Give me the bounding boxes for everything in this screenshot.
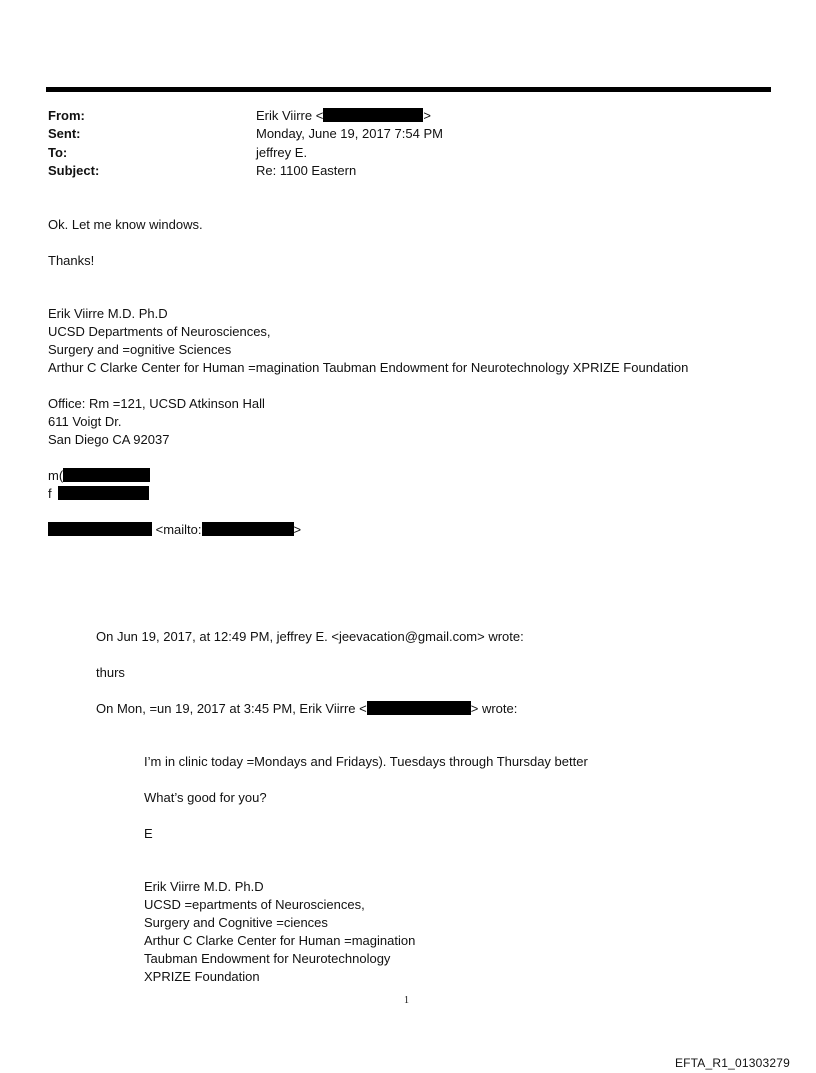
redaction-bar	[63, 468, 150, 482]
quoted-header-2	[96, 700, 517, 718]
signature-mobile	[48, 467, 150, 485]
quoted-sig-dept: UCSD =epartments of Neurosciences,	[144, 897, 365, 912]
quoted-header-2-pre: On Mon, =un 19, 2017 at 3:45 PM, Erik Viirre <	[96, 701, 367, 716]
to-value: jeffrey E.	[256, 145, 308, 160]
mailto-close: >	[293, 522, 302, 537]
header-rule	[46, 87, 771, 92]
signature-dept: UCSD Departments of Neurosciences,	[48, 324, 271, 339]
signature-city: San Diego CA 92037	[48, 432, 170, 447]
signature-fax	[48, 485, 149, 503]
page-number: 1	[404, 995, 409, 1006]
to-label: To:	[48, 145, 68, 160]
quoted-header-2-post: > wrote:	[470, 701, 518, 716]
quoted-sig-affil-3: XPRIZE Foundation	[144, 969, 260, 984]
quoted-text-1: thurs	[96, 665, 125, 680]
from-value	[256, 107, 431, 125]
quoted-line-2: What’s good for you?	[144, 790, 267, 805]
signature-dept-2: Surgery and =ognitive Sciences	[48, 342, 232, 357]
quoted-sig-affil-1: Arthur C Clarke Center for Human =magination	[144, 933, 416, 948]
subject-value: Re: 1100 Eastern	[256, 163, 357, 178]
quoted-line-1: I’m in clinic today =Mondays and Fridays). Tuesdays through Thursday better	[144, 754, 588, 769]
quoted-sig-name: Erik Viirre M.D. Ph.D	[144, 879, 264, 894]
mailto-open: <mailto:	[155, 522, 202, 537]
body-line-1: Ok. Let me know windows.	[48, 217, 203, 232]
sent-value: Monday, June 19, 2017 7:54 PM	[256, 126, 443, 141]
document-id: EFTA_R1_01303279	[674, 1056, 790, 1070]
from-close: >	[423, 108, 431, 123]
redaction-bar	[323, 108, 423, 122]
quoted-sig-dept-2: Surgery and Cognitive =ciences	[144, 915, 328, 930]
body-line-2: Thanks!	[48, 253, 95, 268]
signature-office: Office: Rm =121, UCSD Atkinson Hall	[48, 396, 265, 411]
redaction-bar	[367, 701, 471, 715]
signature-street: 611 Voigt Dr.	[48, 414, 122, 429]
fax-prefix: f	[48, 486, 52, 501]
from-label: From:	[48, 108, 85, 123]
signature-email	[48, 521, 301, 539]
mobile-prefix: m(	[48, 468, 64, 483]
from-name: Erik Viirre <	[256, 108, 324, 123]
redaction-bar	[58, 486, 149, 500]
sent-label: Sent:	[48, 126, 81, 141]
quoted-header-1: On Jun 19, 2017, at 12:49 PM, jeffrey E. <jeevacation@gmail.com> wrote:	[96, 629, 524, 644]
quoted-sig-affil-2: Taubman Endowment for Neurotechnology	[144, 951, 391, 966]
redaction-bar	[202, 522, 294, 536]
subject-label: Subject:	[48, 163, 100, 178]
signature-name: Erik Viirre M.D. Ph.D	[48, 306, 168, 321]
signature-affiliation: Arthur C Clarke Center for Human =magination Taubman Endowment for Neurotechnology XPRIZE Foundation	[48, 360, 689, 375]
redaction-bar	[48, 522, 152, 536]
quoted-line-3: E	[144, 826, 153, 841]
